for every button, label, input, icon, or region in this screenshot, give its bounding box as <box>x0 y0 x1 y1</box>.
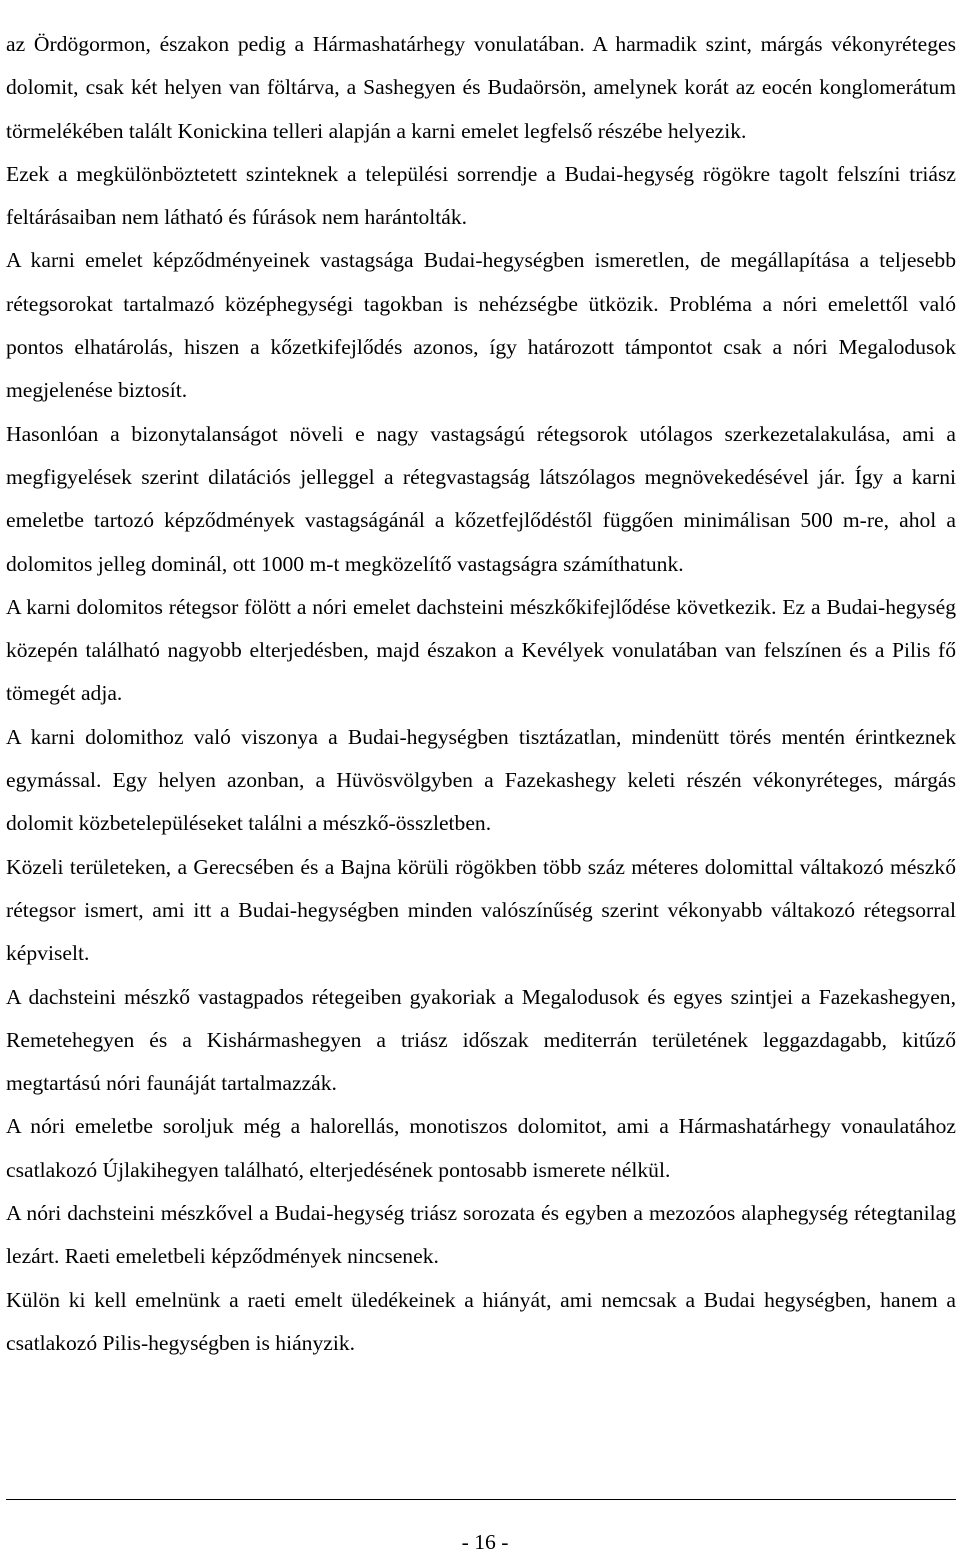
paragraph: az Ördögormon, északon pedig a Hármashatárhegy vonulatában. A harmadik szint, márgás vékonyréteges dolomit, csak két helyen van föltárva, a Sashegyen és Budaörsön, amelynek korát az eocén konglomerátum törmelékében talált Konickina telleri alapján a karni emelet legfelső részébe helyezik. <box>6 32 956 143</box>
paragraph: Közeli területeken, a Gerecsében és a Bajna körüli rögökben több száz méteres dolomittal váltakozó mészkő rétegsor ismert, ami itt a Budai-hegységben minden valószínűség szerint vékonyabb váltakozó rétegsorral képviselt. <box>6 854 956 966</box>
paragraph: A karni dolomitos rétegsor fölött a nóri emelet dachsteini mészkőkifejlődése következik. Ez a Budai-hegység közepén található nagyobb elterjedésben, majd északon a Kevélyek vonulatában van felszínen és a Pilis fő tömegét adja. <box>6 594 956 706</box>
paragraph: A karni dolomithoz való viszonya a Budai-hegységben tisztázatlan, mindenütt törés mentén érintkeznek egymással. Egy helyen azonban, a Hüvösvölgyben a Fazekashegy keleti részén vékonyréteges, márgás dolomit közbetelepüléseket találni a mészkő-összletben. <box>6 724 956 836</box>
footer-divider <box>6 1499 956 1500</box>
paragraph: Ezek a megkülönböztetett szinteknek a települési sorrendje a Budai-hegység rögökre tagolt felszíni triász feltárásaiban nem látható és fúrások nem harántolták. <box>6 161 956 230</box>
paragraph: A karni emelet képződményeinek vastagsága Budai-hegységben ismeretlen, de megállapítása a teljesebb rétegsorokat tartalmazó középhegységi tagokban is nehézségbe ütközik. Probléma a nóri emelettől való pontos elhatárolás, hiszen a kőzetkifejlődés azonos, így határozott támpontot csak a nóri Megalodusok megjelenése biztosít. <box>6 248 956 403</box>
page-number: - 16 - <box>461 1530 509 1554</box>
body-text <box>6 23 956 1365</box>
paragraph: Külön ki kell emelnünk a raeti emelt üledékeinek a hiányát, ami nemcsak a Budai hegységben, hanem a csatlakozó Pilis-hegységben is hiányzik. <box>6 1287 956 1355</box>
paragraph: A dachsteini mészkő vastagpados rétegeiben gyakoriak a Megalodusok és egyes szintjei a Fazekashegyen, Remetehegyen és a Kishármashegyen a triász időszak mediterrán területének leggazdagabb, kitűző megtartású nóri faunáját tartalmazzák. <box>6 984 956 1096</box>
paragraph: A nóri emeletbe soroljuk még a halorellás, monotiszos dolomitot, ami a Hármashatárhegy vonaulatához csatlakozó Újlakihegyen található, elterjedésének pontosabb ismerete nélkül. <box>6 1114 956 1182</box>
paragraph: A nóri dachsteini mészkővel a Budai-hegység triász sorozata és egyben a mezozóos alaphegység rétegtanilag lezárt. Raeti emeletbeli képződmények nincsenek. <box>6 1201 956 1269</box>
paragraph: Hasonlóan a bizonytalanságot növeli e nagy vastagságú rétegsorok utólagos szerkezetalakulása, ami a megfigyelések szerint dilatációs jelleggel a rétegvastagság látszólagos megnövekedésével jár. Így a karni emeletbe tartozó képződmények vastagságánál a kőzetfejlődéstől függően minimálisan 500 m-re, ahol a dolomitos jelleg dominál, ott 1000 m-t megközelítő vastagságra számíthatunk. <box>6 421 956 576</box>
